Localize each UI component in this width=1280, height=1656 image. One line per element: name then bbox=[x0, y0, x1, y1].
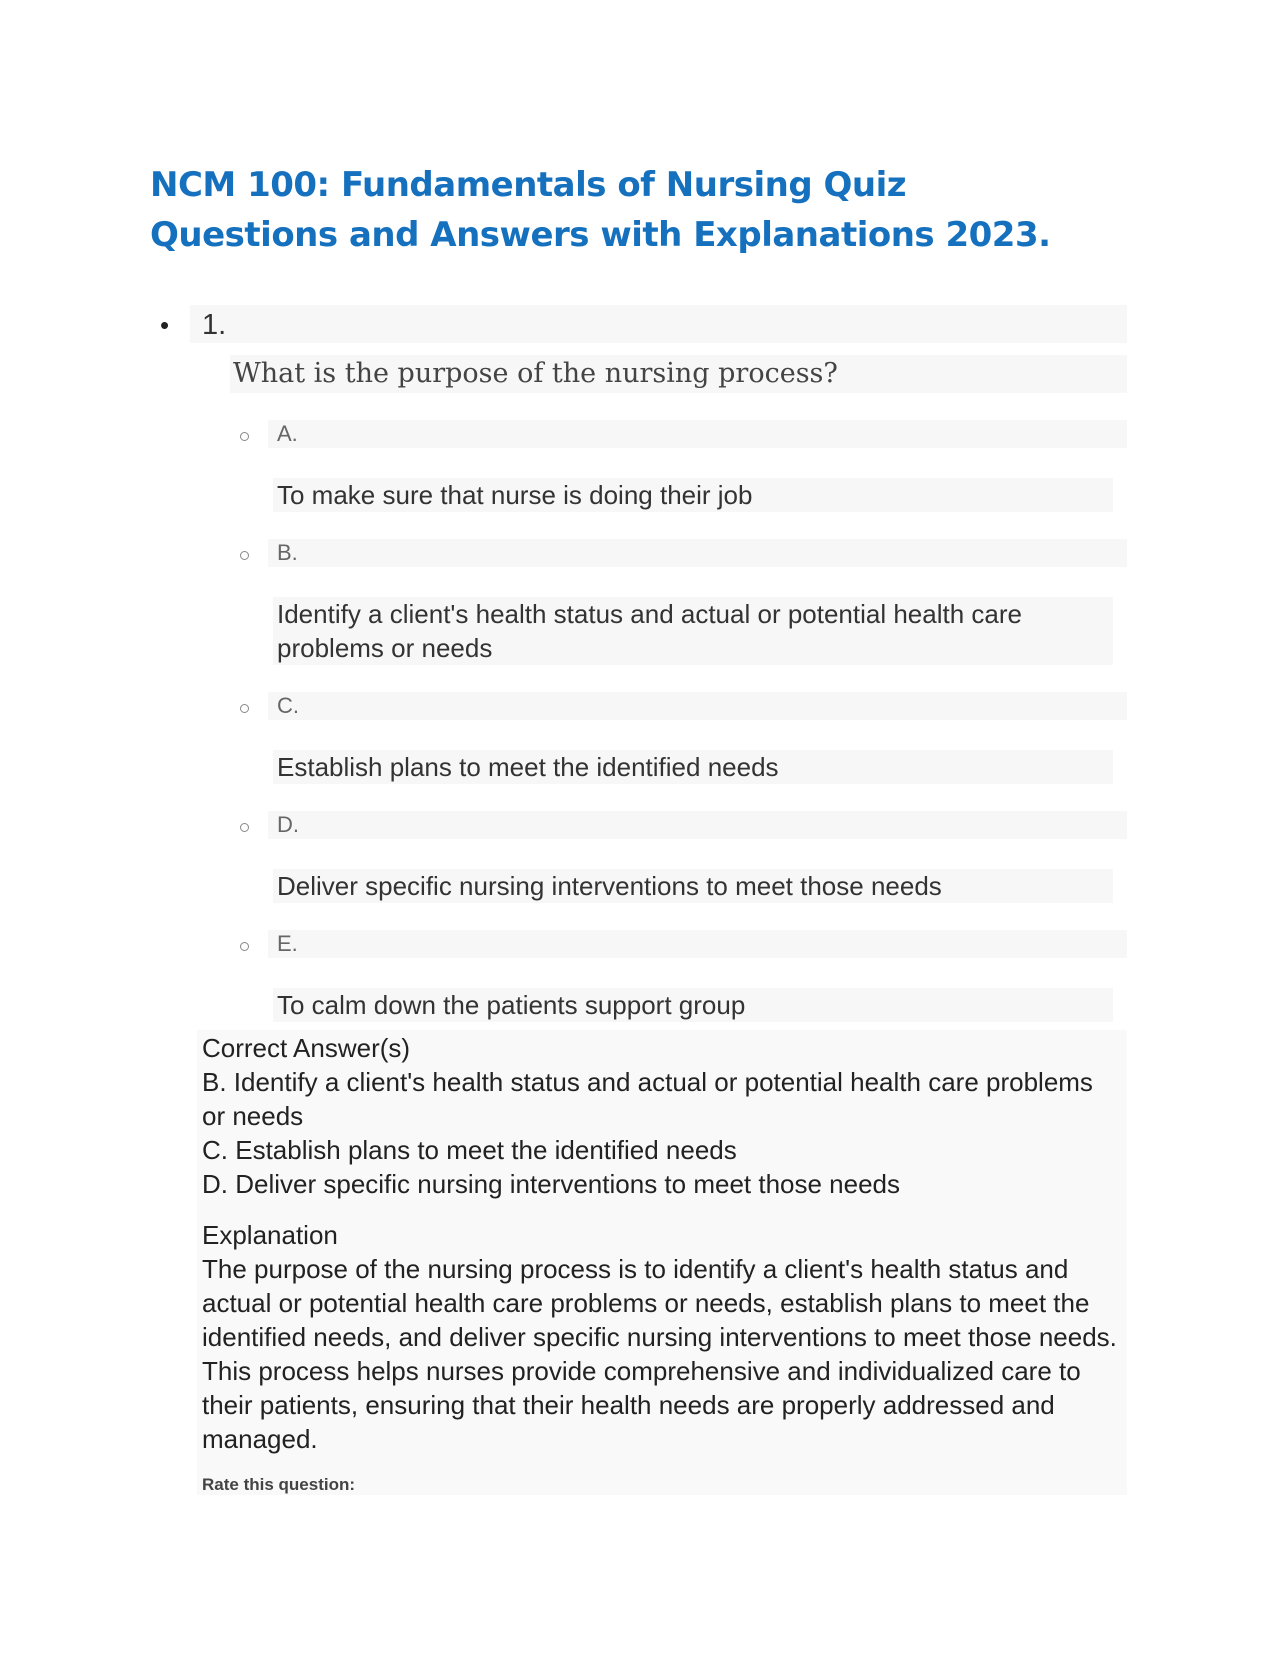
option-e-circle-icon[interactable] bbox=[240, 942, 249, 951]
question-text: What is the purpose of the nursing process? bbox=[233, 358, 838, 389]
option-e-text[interactable]: To calm down the patients support group bbox=[277, 990, 746, 1020]
question-number-bar bbox=[190, 305, 1127, 343]
correct-answer-heading: Correct Answer(s) bbox=[202, 1033, 411, 1063]
option-d-text[interactable]: Deliver specific nursing interventions to meet those needs bbox=[277, 871, 942, 901]
correct-answer-item: D. Deliver specific nursing interventions to meet those needs bbox=[202, 1169, 901, 1199]
option-d-label-bar bbox=[268, 811, 1127, 839]
explanation-text: The purpose of the nursing process is to identify a client's health status and actual or potential health care problems or needs, establish plans to meet the identified needs, and deliver specific nursing interventions to meet those needs. This process helps nurses provide comprehensive and individualized care to their patients, ensuring that their health needs are properly addressed and managed. bbox=[202, 1254, 1117, 1454]
option-c-label-bar bbox=[268, 692, 1127, 720]
option-d-circle-icon[interactable] bbox=[240, 823, 249, 832]
rate-question-label: Rate this question: bbox=[202, 1475, 356, 1494]
option-a-circle-icon[interactable] bbox=[240, 432, 249, 441]
option-b-circle-icon[interactable] bbox=[240, 551, 249, 560]
option-b-label-bar bbox=[268, 539, 1127, 567]
option-a-text[interactable]: To make sure that nurse is doing their job bbox=[277, 480, 753, 510]
option-c-letter: C. bbox=[277, 693, 299, 718]
option-e-label-bar bbox=[268, 930, 1127, 958]
option-e-letter: E. bbox=[277, 931, 298, 956]
page-title: NCM 100: Fundamentals of Nursing Quiz Questions and Answers with Explanations 2023. bbox=[150, 165, 1051, 255]
correct-answer-item: B. Identify a client's health status and actual or potential health care problems or needs bbox=[202, 1067, 1093, 1131]
explanation-heading: Explanation bbox=[202, 1220, 338, 1250]
question-number: 1. bbox=[202, 309, 227, 341]
bullet-icon: • bbox=[160, 310, 170, 340]
option-c-text[interactable]: Establish plans to meet the identified needs bbox=[277, 752, 779, 782]
option-c-circle-icon[interactable] bbox=[240, 704, 249, 713]
option-b-text[interactable]: Identify a client's health status and actual or potential health care problems or needs bbox=[277, 599, 1022, 663]
option-b-letter: B. bbox=[277, 540, 298, 565]
option-a-label-bar bbox=[268, 420, 1127, 448]
option-d-letter: D. bbox=[277, 812, 299, 837]
option-a-letter: A. bbox=[277, 421, 298, 446]
correct-answer-item: C. Establish plans to meet the identified needs bbox=[202, 1135, 737, 1165]
